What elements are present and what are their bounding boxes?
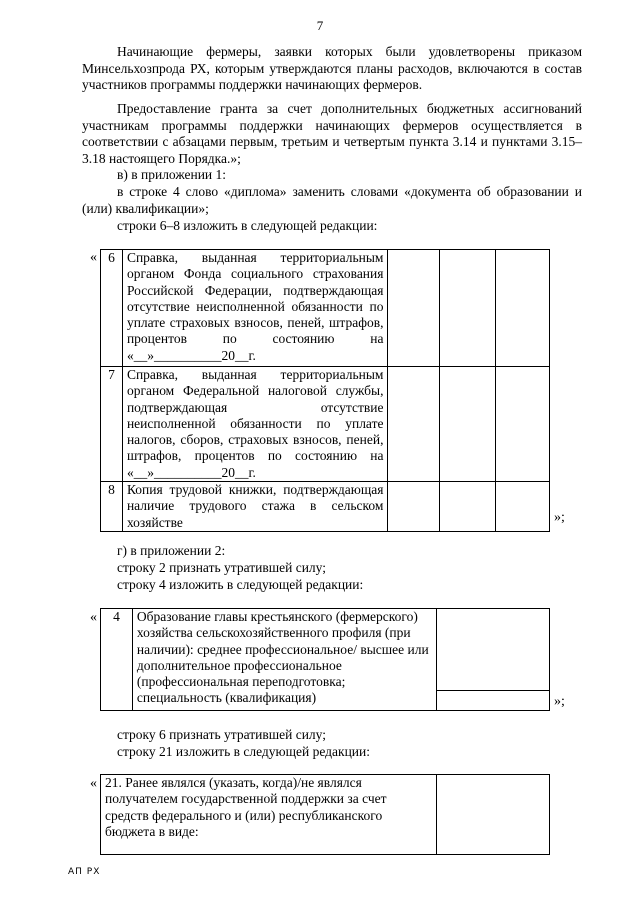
empty-cell <box>437 775 550 855</box>
row4-intro: строку 4 изложить в следующей редакции: <box>117 577 364 592</box>
table-appendix1 <box>100 249 550 532</box>
empty-cell <box>496 482 550 532</box>
paragraph-1 <box>82 44 582 94</box>
row-text: Справка, выданная территориальным органом Федеральной налоговой службы, подтверждающая отсутствие неисполненной обязанности по уплате налогов, сборов, страховых взносов, пеней, штрафов, процентов по состоянию на «__»__________20__г. <box>122 367 388 482</box>
close-quote-2: »; <box>554 694 565 709</box>
paragraph-2-text: Предоставление гранта за счет дополнительных бюджетных ассигнований участникам программы поддержки начинающих фермеров осуществляется в соответствии с абзацами первым, третьим и четвертым пункта 3.14 и пунктами 3.15–3.18 настоящего Порядка.»; <box>82 101 582 166</box>
close-quote-1: »; <box>554 510 565 525</box>
item-g: г) в приложении 2: <box>117 543 226 558</box>
cell-divider <box>437 690 549 691</box>
empty-cell <box>440 367 496 482</box>
table-row <box>101 609 550 711</box>
empty-cell <box>388 367 440 482</box>
table-row <box>101 482 550 532</box>
table-row <box>101 775 550 855</box>
table-row <box>101 367 550 482</box>
empty-cell <box>440 482 496 532</box>
row4-change <box>82 184 582 217</box>
row21-intro: строку 21 изложить в следующей редакции: <box>117 744 371 759</box>
row-text: Копия трудовой книжки, подтверждающая наличие трудового стажа в сельском хозяйстве <box>122 482 388 532</box>
empty-cell <box>437 609 550 711</box>
row-number: 7 <box>101 367 123 482</box>
row-number: 4 <box>101 609 133 711</box>
row-number: 8 <box>101 482 123 532</box>
page-number: 7 <box>316 18 324 33</box>
paragraph-1-text: Начинающие фермеры, заявки которых были удовлетворены приказом Минсельхозпрода РХ, которым утверждаются планы расходов, включаются в состав участников программы поддержки начинающих фермеров. <box>82 44 582 92</box>
row-number: 6 <box>101 250 123 367</box>
row-text: Справка, выданная территориальным органом Фонда социального страхования Российской Федерации, подтверждающая отсутствие неисполненной обязанности по уплате страховых взносов, пеней, штрафов, процентов по состоянию на «__»__________20__г. <box>122 250 388 367</box>
row2-invalid: строку 2 признать утратившей силу; <box>117 560 326 575</box>
paragraph-2 <box>82 101 582 167</box>
row-text: Образование главы крестьянского (фермерского) хозяйства сельскохозяйственного профиля (при наличии): среднее профессиональное/ высшее или дополнительное профессиональное (профессиональная переподготовка; специальность (квалификация) <box>132 609 436 711</box>
table-row21 <box>100 774 550 855</box>
empty-cell <box>496 250 550 367</box>
item-v: в) в приложении 1: <box>117 167 227 182</box>
table-appendix2 <box>100 608 550 711</box>
row4-change-text: в строке 4 слово «диплома» заменить словами «документа об образовании и (или) квалификации»; <box>82 184 582 216</box>
table-row <box>101 250 550 367</box>
empty-cell <box>496 367 550 482</box>
open-quote-3: « <box>90 776 97 791</box>
rows-6-8-intro: строки 6–8 изложить в следующей редакции: <box>117 218 378 233</box>
empty-cell <box>388 250 440 367</box>
open-quote-1: « <box>90 250 97 265</box>
open-quote-2: « <box>90 610 97 625</box>
footer-mark: АП РХ <box>68 867 101 877</box>
empty-cell <box>440 250 496 367</box>
empty-cell <box>388 482 440 532</box>
row-text: 21. Ранее являлся (указать, когда)/не являлся получателем государственной поддержки за счет средств федерального и (или) республиканского бюджета в виде: <box>101 775 437 855</box>
row6-invalid: строку 6 признать утратившей силу; <box>117 727 326 742</box>
